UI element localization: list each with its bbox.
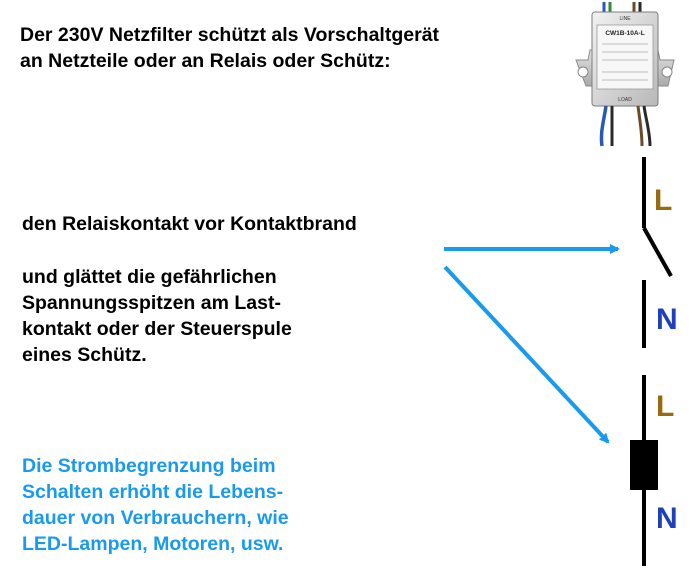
switch-line-label: L (654, 184, 673, 217)
filter-output-wires (601, 106, 650, 146)
coil-body (630, 440, 658, 490)
coil-line-label: L (656, 390, 675, 423)
coil-neutral-label: N (656, 502, 678, 535)
filter-model-marking: CW1B-10A-L (605, 30, 645, 37)
intro-text: Der 230V Netzfilter schützt als Vorschaltgerät an Netzteile oder an Relais oder Schütz: (20, 24, 440, 72)
mounting-hole-right (662, 67, 672, 77)
arrow-to-coil (445, 267, 608, 442)
switch-neutral-label: N (656, 303, 678, 336)
mounting-hole-left (578, 67, 588, 77)
relay-contact-text: den Relaiskontakt vor Kontaktbrand (22, 213, 357, 235)
contactor-coil-symbol (630, 375, 658, 566)
filter-line-marking: LINE (619, 16, 631, 22)
line-filter-image (576, 2, 674, 146)
switch-blade (644, 228, 671, 276)
current-limit-text: Die Strombegrenzung beim Schalten erhöht die Lebens- dauer von Verbrauchern, wie LED-Lampen, Motoren, usw. (22, 455, 289, 555)
voltage-spike-text: und glättet die gefährlichen Spannungsspitzen am Last- kontakt oder der Steuerspule eines Schütz. (22, 266, 292, 366)
filter-load-marking: LOAD (618, 97, 632, 103)
